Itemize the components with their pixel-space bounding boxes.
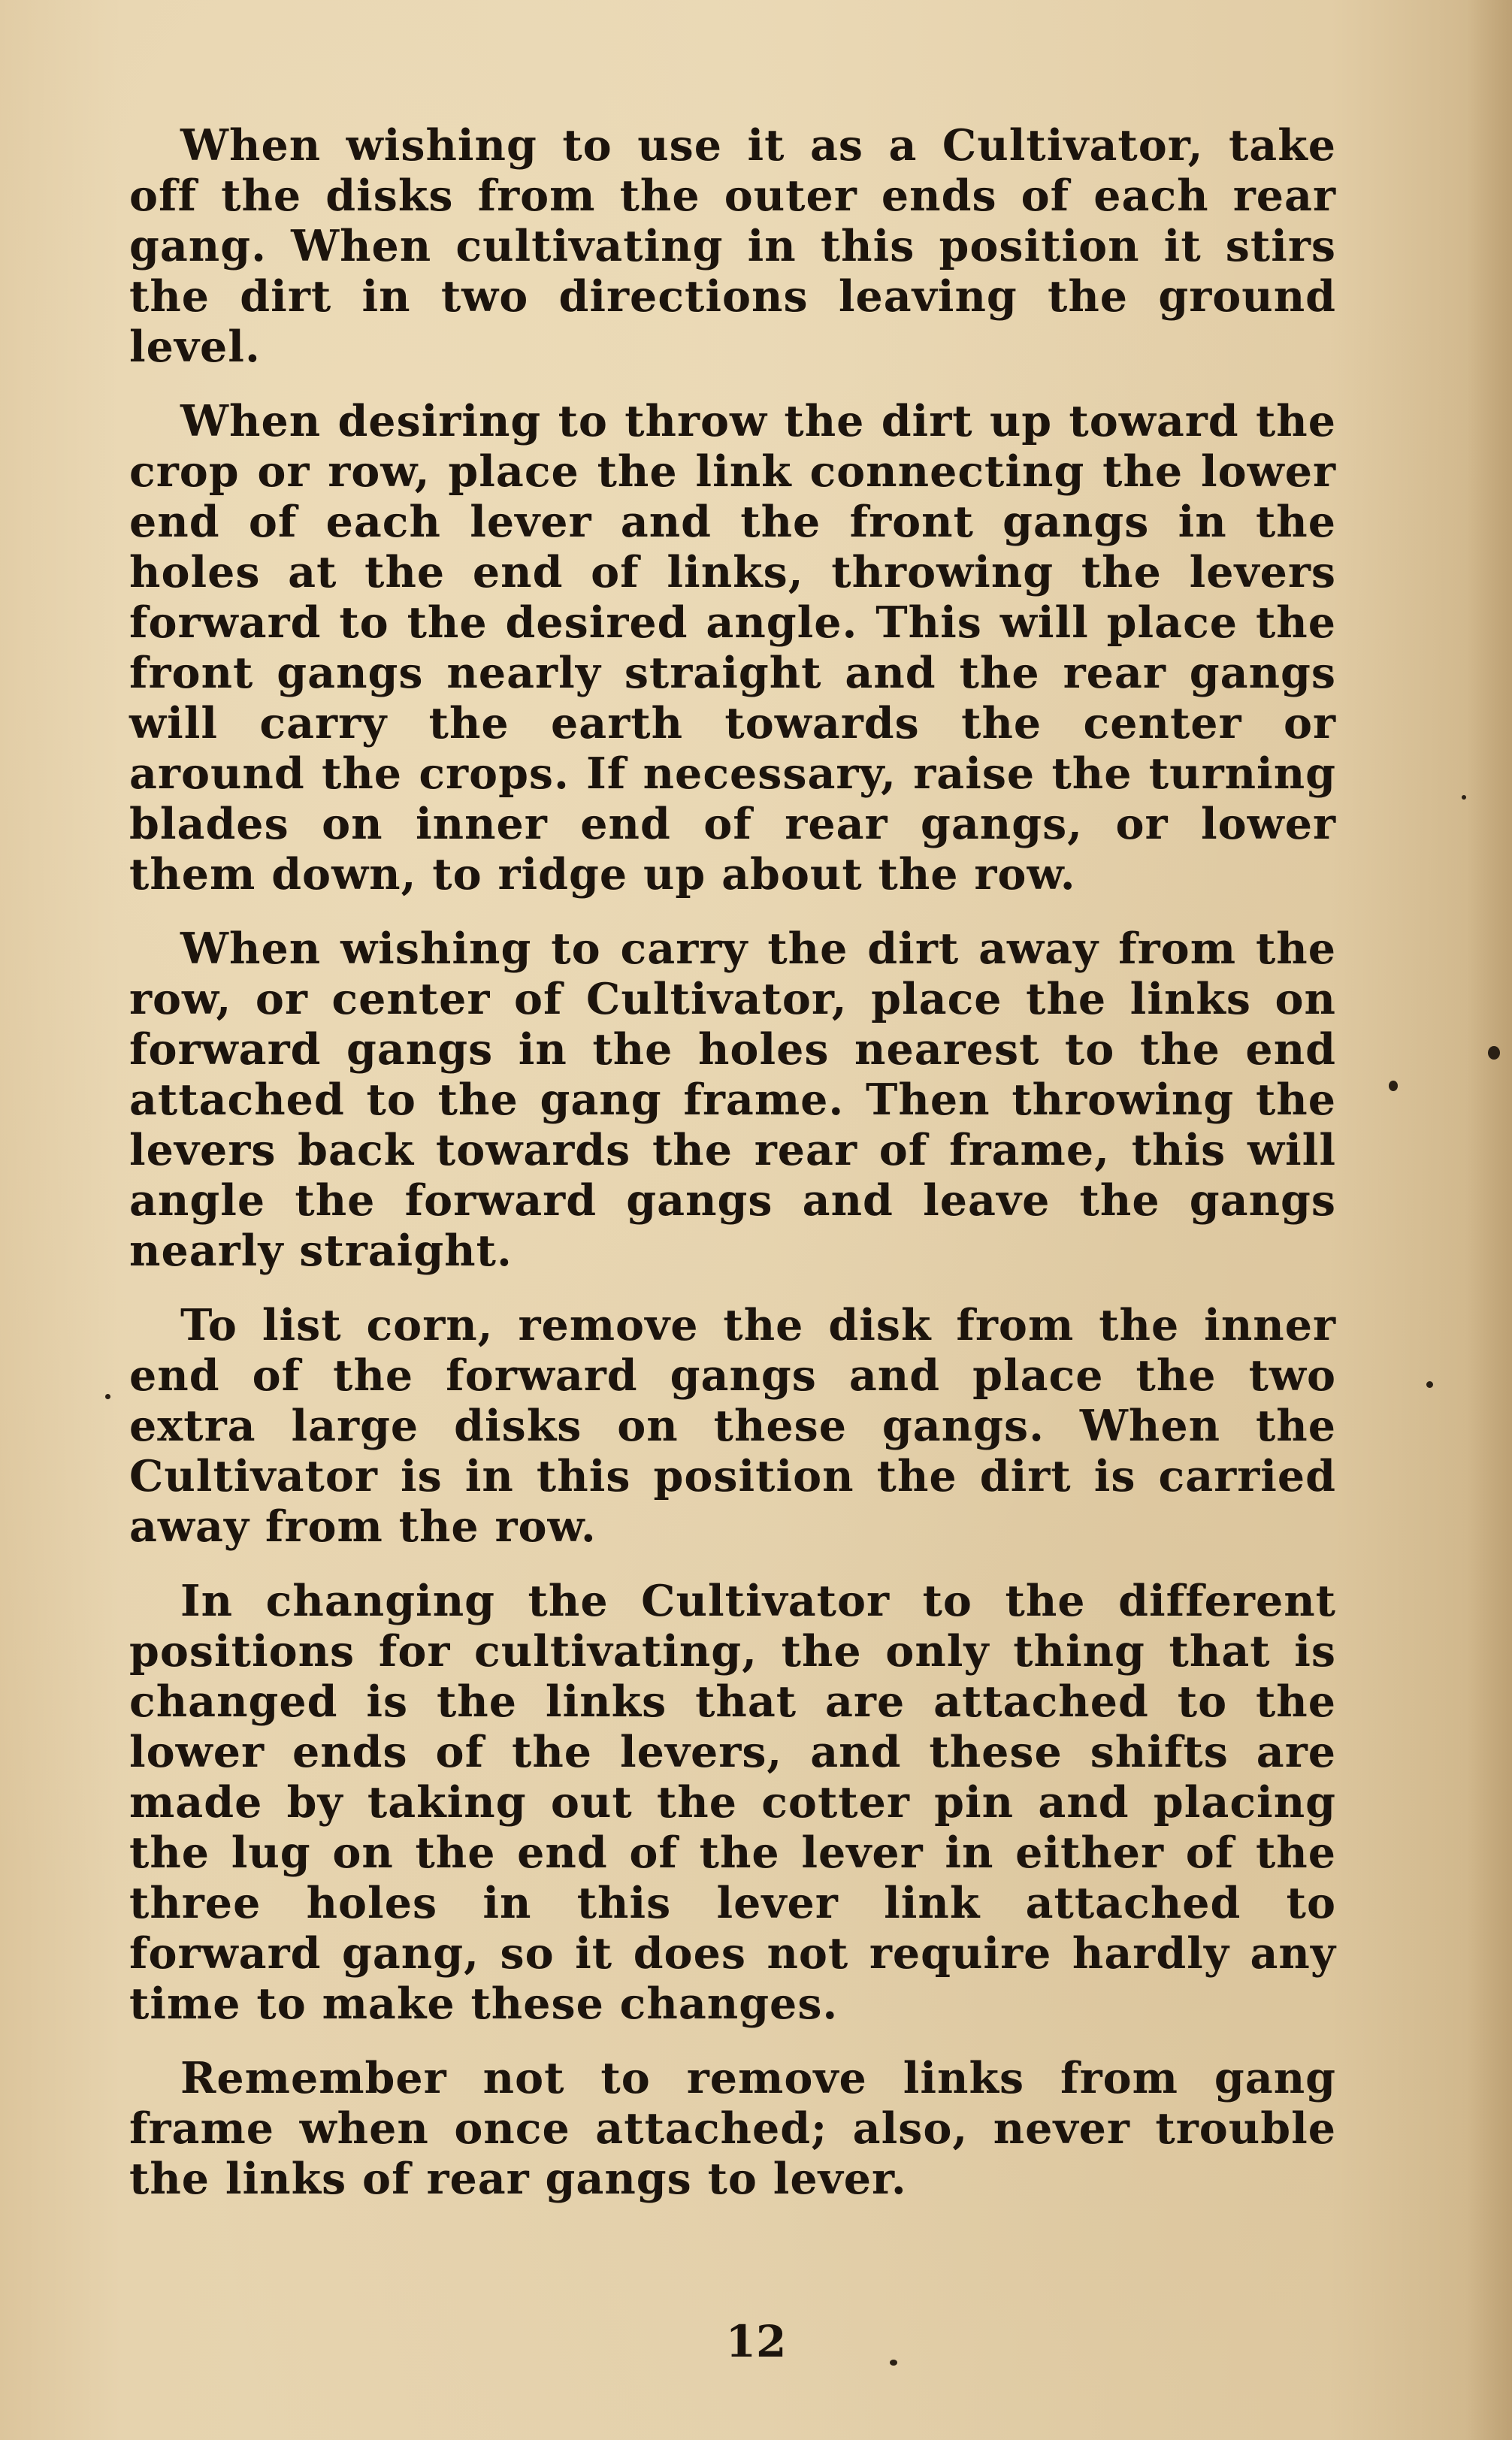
paragraph-changing-positions: In changing the Cultivator to the different positions for cultivating, the only thing that is changed is the links that are attached to the lower ends of the levers, and these shifts are made by taking out the cotter pin and placing the lug on the end of the lever in either of the three holes in this lever link attached to forward gang, so it does not require hardly any time to make these changes. — [129, 1576, 1336, 2029]
body-text — [129, 120, 1336, 2228]
print-speck — [1462, 795, 1466, 800]
print-speck — [105, 1394, 110, 1399]
paragraph-remember-links: Remember not to remove links from gang frame when once attached; also, never trouble the links of rear gangs to lever. — [129, 2053, 1336, 2204]
paragraph-carry-dirt-away: When wishing to carry the dirt away from the row, or center of Cultivator, place the links on forward gangs in the holes nearest to the end attached to the gang frame. Then throwing the levers back towards the rear of frame, this will angle the forward gangs and leave the gangs nearly straight. — [129, 924, 1336, 1276]
paragraph-list-corn: To list corn, remove the disk from the inner end of the forward gangs and place the two extra large disks on these gangs. When the Cultivator is in this position the dirt is carried away from the row. — [129, 1300, 1336, 1552]
print-speck — [1488, 1046, 1500, 1060]
print-speck — [1389, 1081, 1398, 1091]
print-speck — [1426, 1381, 1433, 1388]
page-number: 12 — [725, 2316, 787, 2367]
page-edge-shadow — [1467, 0, 1512, 2440]
paragraph-cultivator-setup: When wishing to use it as a Cultivator, take off the disks from the outer ends of each rear gang. When cultivating in this position it stirs the dirt in two directions leaving the ground level. — [129, 120, 1336, 372]
print-speck — [890, 2360, 897, 2366]
paragraph-throw-dirt-toward-row: When desiring to throw the dirt up toward the crop or row, place the link connecting the lower end of each lever and the front gangs in the holes at the end of links, throwing the levers forward to the desired angle. This will place the front gangs nearly straight and the rear gangs will carry the earth towards the center or around the crops. If necessary, raise the turning blades on inner end of rear gangs, or lower them down, to ridge up about the row. — [129, 396, 1336, 900]
